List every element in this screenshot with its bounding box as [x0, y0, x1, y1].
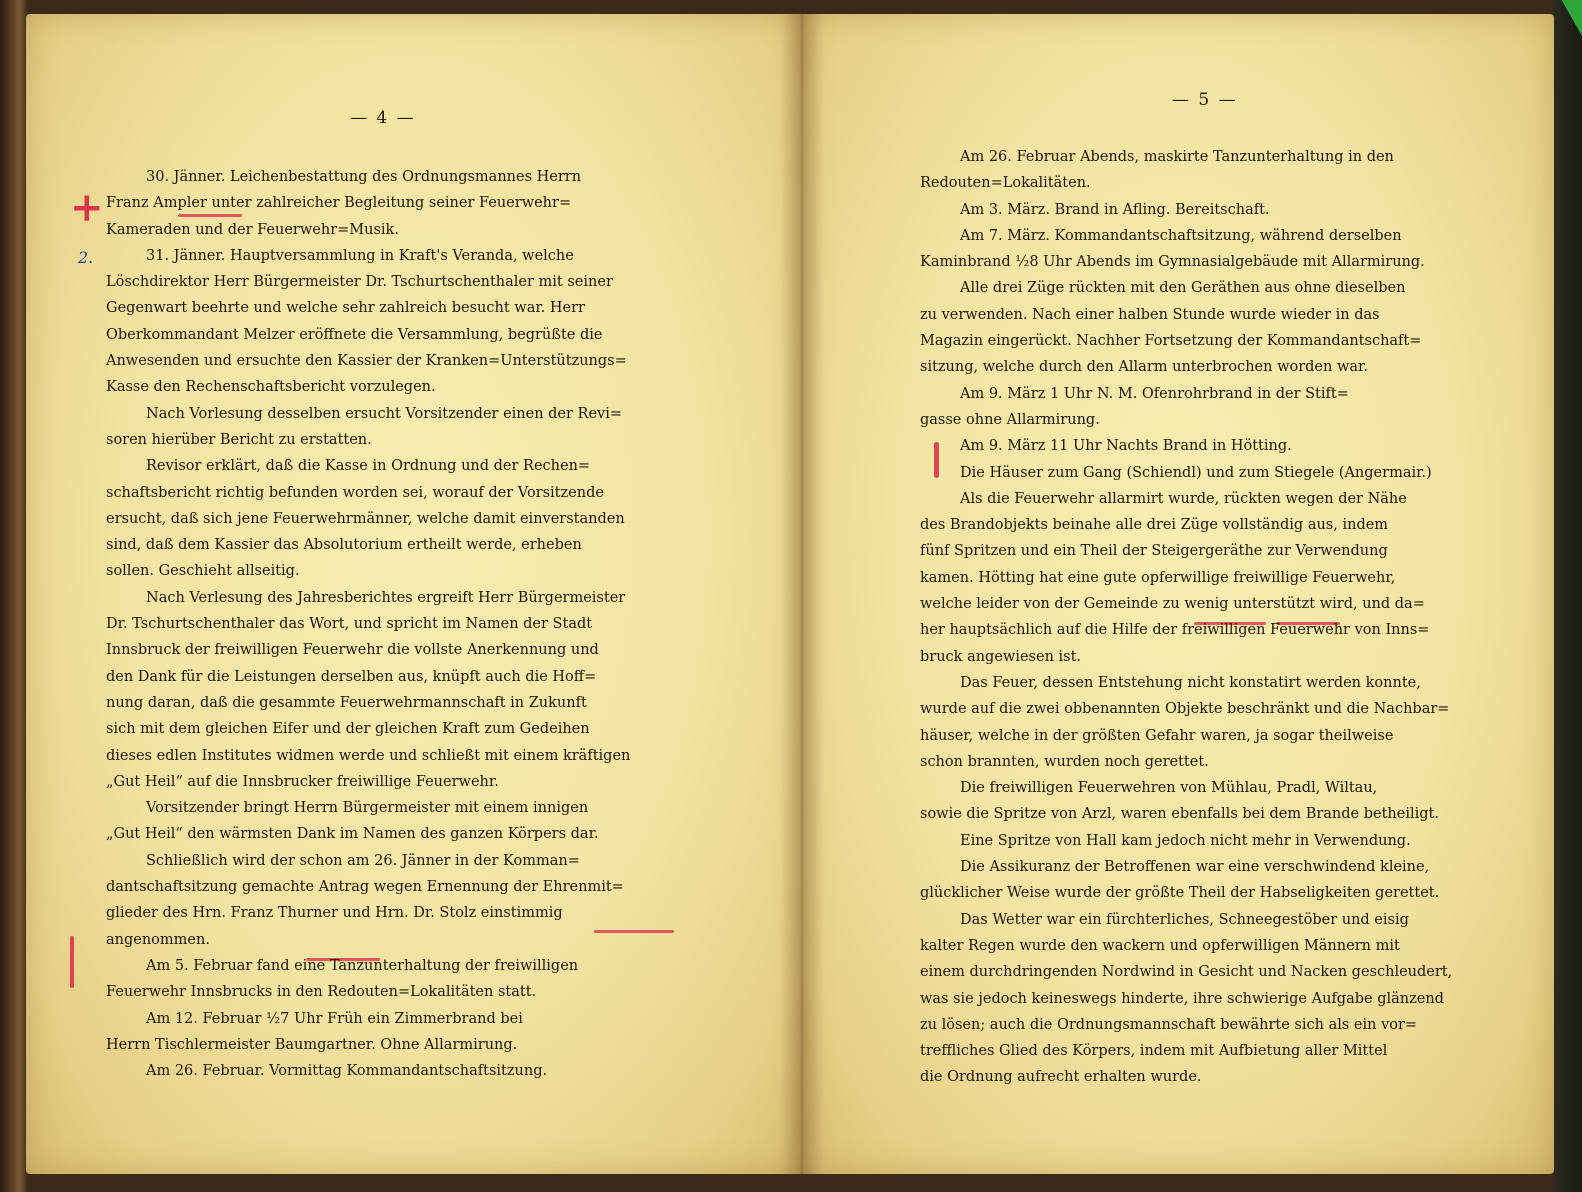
paragraph: Die Assikuranz der Betroffenen war eine verschwindend kleine, glücklicher Weise wurde der größte Theil der Habseligkeiten gerettet.	[920, 859, 1440, 902]
pencil-margin-note: 2.	[78, 248, 94, 267]
paragraph: Als die Feuerwehr allarmirt wurde, rückten wegen der Nähe des Brandobjekts beinahe alle drei Züge vollständig aus, indem fünf Spritzen und ein Theil der Steigergeräthe zur Verwendung kamen. Hötting hat eine gute opferwillige freiwillige Feuerwehr, welche leider von der Gemeinde zu wenig unterstützt wird, und da= her hauptsächlich auf die Hilfe der freiwilligen Feuerwehr von Inns= bruck angewiesen ist.	[920, 490, 1430, 665]
paragraph: Eine Spritze von Hall kam jedoch nicht mehr in Verwendung.	[960, 832, 1411, 849]
paragraph: Am 12. Februar ½7 Uhr Früh ein Zimmerbrand bei Herrn Tischlermeister Baumgartner. Ohne Allarmirung.	[106, 1010, 523, 1053]
left-page-text	[106, 164, 682, 1084]
red-margin-bar	[70, 936, 74, 988]
paragraph: Das Wetter war ein fürchterliches, Schneegestöber und eisig kalter Regen wurde den wackern und opferwilligen Männern mit einem durchdringenden Nordwind in Gesicht und Nacken geschleudert, was sie jedoch keineswegs hinderte, ihre schwierige Aufgabe glänzend zu lösen; auch die Ordnungsmannschaft bewährte sich als ein vor= treffliches Glied des Körpers, indem mit Aufbietung aller Mittel die Ordnung aufrecht erhalten wurde.	[920, 911, 1453, 1086]
paragraph: Nach Vorlesung desselben ersucht Vorsitzender einen der Revi= soren hierüber Bericht zu erstatten.	[106, 405, 623, 448]
paragraph: Am 9. März 1 Uhr N. M. Ofenrohrbrand in der Stift= gasse ohne Allarmirung.	[920, 385, 1349, 428]
red-plus-margin-mark: +	[70, 184, 104, 231]
left-page	[26, 14, 802, 1174]
paragraph: Revisor erklärt, daß die Kasse in Ordnung und der Rechen= schaftsbericht richtig befunden worden sei, worauf der Vorsitzende ersucht, daß sich jene Feuerwehrmänner, welche damit einverstanden sind, daß dem Kassier das Absolutorium ertheilt werde, erheben sollen. Geschieht allseitig.	[106, 458, 625, 580]
paragraph: Das Feuer, dessen Entstehung nicht konstatirt werden konnte, wurde auf die zwei obbenannten Objekte beschränkt und die Nachbar= häuser, welche in der größten Gefahr waren, ja sogar theilweise schon brannten, wurden noch gerettet.	[920, 674, 1450, 770]
paragraph: Am 3. März. Brand in Afling. Bereitschaft.	[960, 201, 1270, 218]
right-page	[802, 14, 1554, 1174]
paragraph: 31. Jänner. Hauptversammlung in Kraft's Veranda, welche Löschdirektor Herr Bürgermeister Dr. Tschurtschenthaler mit seiner Gegenwart beehrte und welche sehr zahlreich besucht war. Herr Oberkommandant Melzer eröffnete die Versammlung, begrüßte die Anwesenden und ersuchte den Kassier der Kranken=Unterstützungs= Kasse den Rechenschaftsbericht vorzulegen.	[106, 247, 627, 396]
book-gutter	[780, 14, 824, 1174]
paragraph: Vorsitzender bringt Herrn Bürgermeister mit einem innigen „Gut Heil“ den wärmsten Dank im Namen des ganzen Körpers dar.	[106, 800, 599, 843]
paragraph: Am 5. Februar fand eine Tanzunterhaltung der freiwilligen Feuerwehr Innsbrucks in den Redouten=Lokalitäten statt.	[106, 957, 579, 1001]
paragraph: 30. Jänner. Leichenbestattung des Ordnungsmannes Herrn Franz Ampler unter zahlreicher Begleitung seiner Feuerwehr= Kameraden und der Feuerwehr=Musik.	[106, 169, 582, 238]
right-page-text	[920, 144, 1494, 1091]
book-binding-left	[0, 0, 28, 1192]
paragraph: Am 26. Februar. Vormittag Kommandantschaftsitzung.	[146, 1063, 548, 1080]
paragraph: Am 7. März. Kommandantschaftsitzung, während derselben Kaminbrand ½8 Uhr Abends im Gymnasialgebäude mit Allarmirung.	[920, 227, 1425, 271]
paragraph: Die Häuser zum Gang (Schiendl) und zum Stiegele (Angermair.)	[960, 464, 1432, 481]
book-binding-right	[1554, 0, 1582, 1192]
page-number-right: — 5 —	[1172, 90, 1238, 110]
page-number-left: — 4 —	[350, 108, 416, 128]
paragraph: Am 9. März 11 Uhr Nachts Brand in Hötting.	[960, 438, 1292, 455]
paragraph: Alle drei Züge rückten mit den Geräthen aus ohne dieselben zu verwenden. Nach einer halben Stunde wurde wieder in das Magazin eingerückt. Nachher Fortsetzung der Kommandantschaft= sitzung, welche durch den Allarm unterbrochen worden war.	[920, 280, 1422, 376]
paragraph: Schließlich wird der schon am 26. Jänner in der Komman= dantschaftsitzung gemachte Antrag wegen Ernennung der Ehrenmit= glieder des Hrn. Franz Thurner und Hrn. Dr. Stolz einstimmig angenommen.	[106, 852, 624, 948]
paragraph: Am 26. Februar Abends, maskirte Tanzunterhaltung in den Redouten=Lokalitäten.	[920, 149, 1394, 192]
paragraph: Nach Verlesung des Jahresberichtes ergreift Herr Bürgermeister Dr. Tschurtschenthaler das Wort, und spricht im Namen der Stadt Innsbruck der freiwilligen Feuerwehr die vollste Anerkennung und den Dank für die Leistungen derselben aus, knüpft auch die Hoff= nung daran, daß die gesammte Feuerwehrmannschaft in Zukunft sich mit dem gleichen Eifer und der gleichen Kraft zum Gedeihen dieses edlen Institutes widmen werde und schließt mit einem kräftigen „Gut Heil“ auf die Innsbrucker freiwillige Feuerwehr.	[106, 589, 631, 790]
paragraph: Die freiwilligen Feuerwehren von Mühlau, Pradl, Wiltau, sowie die Spritze von Arzl, waren ebenfalls bei dem Brande betheiligt.	[920, 780, 1439, 823]
